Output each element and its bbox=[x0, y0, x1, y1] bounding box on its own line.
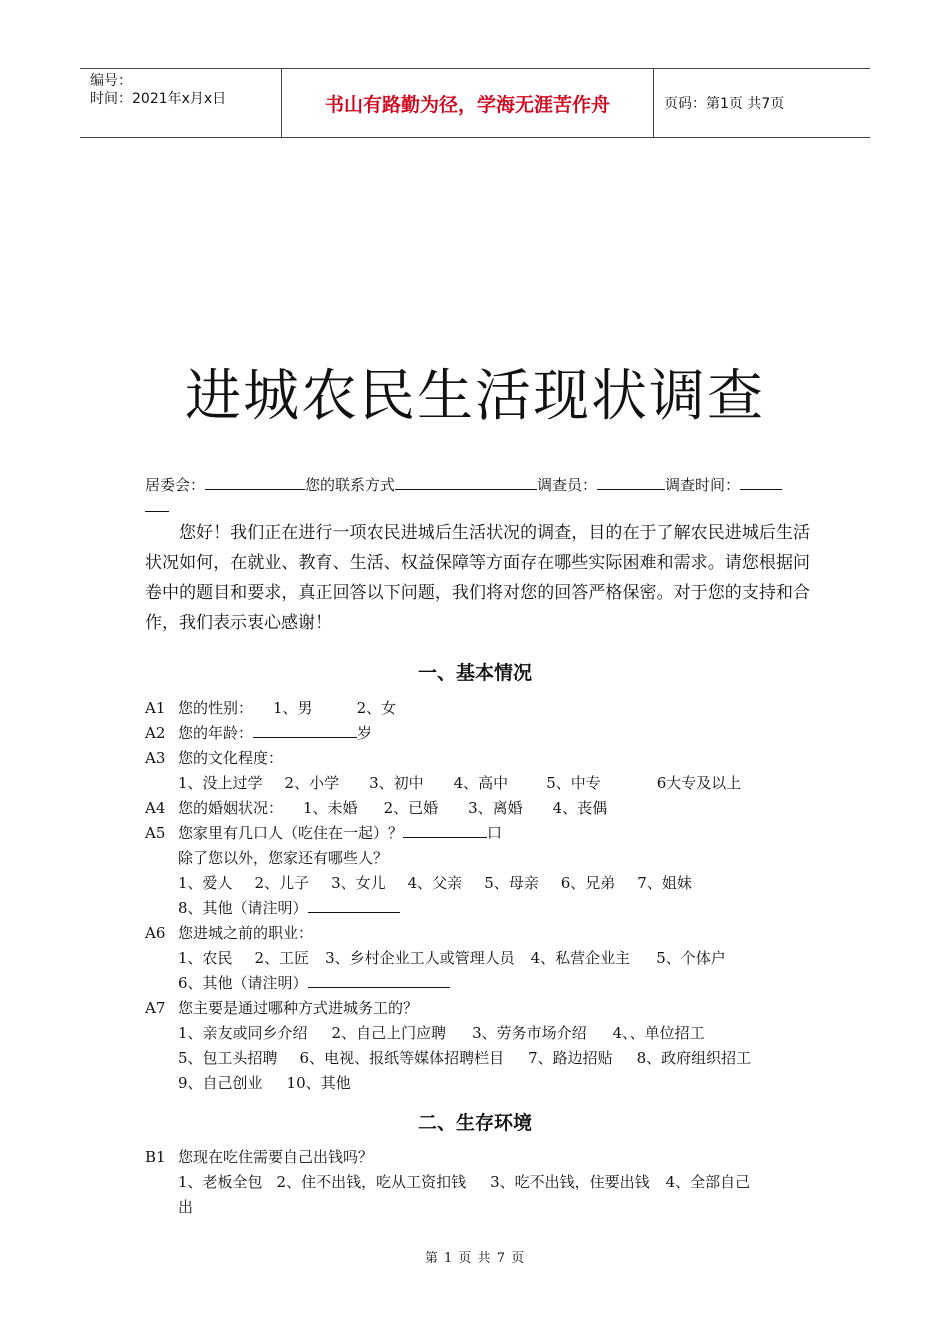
option[interactable]: 3、女儿 bbox=[331, 874, 386, 892]
option[interactable]: 1、男 bbox=[273, 699, 313, 717]
question-text: 您的文化程度： bbox=[178, 749, 284, 767]
surveyor-label: 调查员： bbox=[537, 476, 598, 494]
options-a5-other bbox=[178, 898, 400, 918]
question-number: A4 bbox=[145, 799, 166, 817]
page-footer: 第 1 页 共 7 页 bbox=[424, 1251, 526, 1266]
option[interactable]: 1、爱人 bbox=[178, 874, 233, 892]
committee-label: 居委会： bbox=[145, 476, 206, 494]
other-occupation-blank[interactable] bbox=[308, 974, 450, 988]
survey-time-label: 调查时间： bbox=[665, 476, 741, 494]
option[interactable]: 7、姐妹 bbox=[637, 874, 692, 892]
option[interactable]: 1、农民 bbox=[178, 949, 233, 967]
option[interactable]: 3、初中 bbox=[369, 774, 424, 792]
question-text: 您进城之前的职业： bbox=[178, 924, 314, 942]
options-a6-other bbox=[178, 973, 450, 993]
intro-paragraph: 您好！我们正在进行一项农民进城后生活状况的调查，目的在于了解农民进城后生活状况如何，在就业、教育、生活、权益保障等方面存在哪些实际困难和需求。请您根据问卷中的题目和要求，真正回答以下问题，我们将对您的回答严格保密。对于您的支持和合作，我们表示衷心感谢！ bbox=[145, 523, 810, 633]
question-a4 bbox=[145, 798, 607, 818]
question-number: A2 bbox=[145, 724, 166, 742]
option[interactable]: 2、小学 bbox=[284, 774, 340, 792]
option[interactable]: 3、离婚 bbox=[468, 799, 523, 817]
question-a3 bbox=[145, 748, 283, 768]
survey-time-blank-cont[interactable] bbox=[145, 497, 169, 512]
option[interactable]: 4、、单位招工 bbox=[612, 1024, 705, 1042]
question-a7 bbox=[145, 998, 418, 1018]
option[interactable]: 8、其他（请注明） bbox=[178, 899, 308, 917]
option[interactable]: 1、未婚 bbox=[303, 799, 358, 817]
option[interactable]: 6、电视、报纸等媒体招聘栏目 bbox=[299, 1049, 505, 1067]
option[interactable]: 4、私营企业主 bbox=[530, 949, 631, 967]
committee-blank[interactable] bbox=[205, 475, 305, 490]
option[interactable]: 6、其他（请注明） bbox=[178, 974, 308, 992]
contact-blank[interactable] bbox=[395, 475, 537, 490]
options-a7-row3 bbox=[178, 1073, 351, 1093]
section-heading-basic: 一、基本情况 bbox=[417, 662, 532, 684]
header-motto: 书山有路勤为径，学海无涯苦作舟 bbox=[282, 69, 654, 137]
surveyor-blank[interactable] bbox=[597, 475, 665, 490]
number-label: 编号： bbox=[90, 73, 132, 89]
option[interactable]: 6大专及以上 bbox=[656, 774, 742, 792]
question-text: 您主要是通过哪种方式进城务工的？ bbox=[178, 999, 419, 1017]
household-size-blank[interactable] bbox=[403, 824, 487, 838]
option[interactable]: 2、儿子 bbox=[254, 874, 310, 892]
option[interactable]: 5、包工头招聘 bbox=[178, 1049, 278, 1067]
question-number: A1 bbox=[145, 699, 166, 717]
option[interactable]: 4、全部自己 bbox=[665, 1173, 751, 1191]
header-meta bbox=[80, 69, 282, 137]
question-text: 您家里有几口人（吃住在一起）？ bbox=[178, 824, 404, 842]
option[interactable]: 8、政府组织招工 bbox=[636, 1049, 752, 1067]
option[interactable]: 2、已婚 bbox=[383, 799, 439, 817]
options-a7-row1 bbox=[178, 1023, 705, 1043]
option[interactable]: 9、自己创业 bbox=[178, 1074, 263, 1092]
option[interactable]: 10、其他 bbox=[286, 1074, 351, 1092]
option[interactable]: 5、个体户 bbox=[656, 949, 726, 967]
other-family-blank[interactable] bbox=[308, 899, 400, 913]
option[interactable]: 2、工匠 bbox=[254, 949, 310, 967]
option[interactable]: 1、老板全包 bbox=[178, 1173, 263, 1191]
question-b1 bbox=[145, 1147, 373, 1167]
option[interactable]: 3、吃不出钱，住要出钱 bbox=[490, 1173, 650, 1191]
option[interactable]: 4、高中 bbox=[453, 774, 509, 792]
options-b1 bbox=[178, 1172, 750, 1192]
option[interactable]: 5、母亲 bbox=[484, 874, 539, 892]
section-heading-environment: 二、生存环境 bbox=[417, 1112, 532, 1134]
option[interactable]: 5、中专 bbox=[546, 774, 601, 792]
options-a7-row2 bbox=[178, 1048, 751, 1068]
respondent-info-line bbox=[145, 474, 810, 518]
option[interactable]: 3、劳务市场介绍 bbox=[472, 1024, 587, 1042]
question-number: A3 bbox=[145, 749, 166, 767]
option[interactable]: 3、乡村企业工人或管理人员 bbox=[325, 949, 515, 967]
option[interactable]: 7、路边招贴 bbox=[528, 1049, 613, 1067]
question-a5-sub: 除了您以外，您家还有哪些人？ bbox=[178, 849, 389, 867]
options-a3 bbox=[178, 773, 741, 793]
option[interactable]: 2、女 bbox=[356, 699, 397, 717]
header-page-info: 页码：第1页 共7页 bbox=[664, 96, 785, 112]
question-text: 您现在吃住需要自己出钱吗？ bbox=[178, 1148, 374, 1166]
question-a1 bbox=[145, 698, 396, 718]
option[interactable]: 4、父亲 bbox=[407, 874, 463, 892]
question-a6 bbox=[145, 923, 313, 943]
page-header bbox=[80, 68, 870, 138]
question-text: 您的年龄： bbox=[178, 724, 254, 742]
question-number: B1 bbox=[145, 1148, 166, 1166]
option[interactable]: 1、没上过学 bbox=[178, 774, 263, 792]
question-number: A6 bbox=[145, 924, 166, 942]
option[interactable]: 1、亲友或同乡介绍 bbox=[178, 1024, 308, 1042]
options-b1-wrap: 出 bbox=[178, 1198, 194, 1216]
age-suffix: 岁 bbox=[357, 724, 373, 742]
options-a6 bbox=[178, 948, 726, 968]
question-a2 bbox=[145, 723, 372, 743]
option[interactable]: 6、兄弟 bbox=[560, 874, 616, 892]
question-text: 您的性别： bbox=[178, 699, 254, 717]
age-blank[interactable] bbox=[253, 724, 357, 738]
time-label: 时间：2021年x月x日 bbox=[90, 91, 227, 107]
option[interactable]: 4、丧偶 bbox=[552, 799, 608, 817]
document-title: 进城农民生活现状调查 bbox=[185, 364, 765, 429]
option[interactable]: 2、住不出钱，吃从工资扣钱 bbox=[276, 1173, 467, 1191]
contact-label: 您的联系方式 bbox=[305, 476, 396, 494]
options-a5 bbox=[178, 873, 692, 893]
question-number: A5 bbox=[145, 824, 166, 842]
question-number: A7 bbox=[145, 999, 166, 1017]
question-a5 bbox=[145, 823, 502, 843]
option[interactable]: 2、自己上门应聘 bbox=[331, 1024, 447, 1042]
question-text: 您的婚姻状况： bbox=[178, 799, 284, 817]
household-suffix: 口 bbox=[487, 824, 503, 842]
survey-time-blank[interactable] bbox=[740, 475, 782, 490]
